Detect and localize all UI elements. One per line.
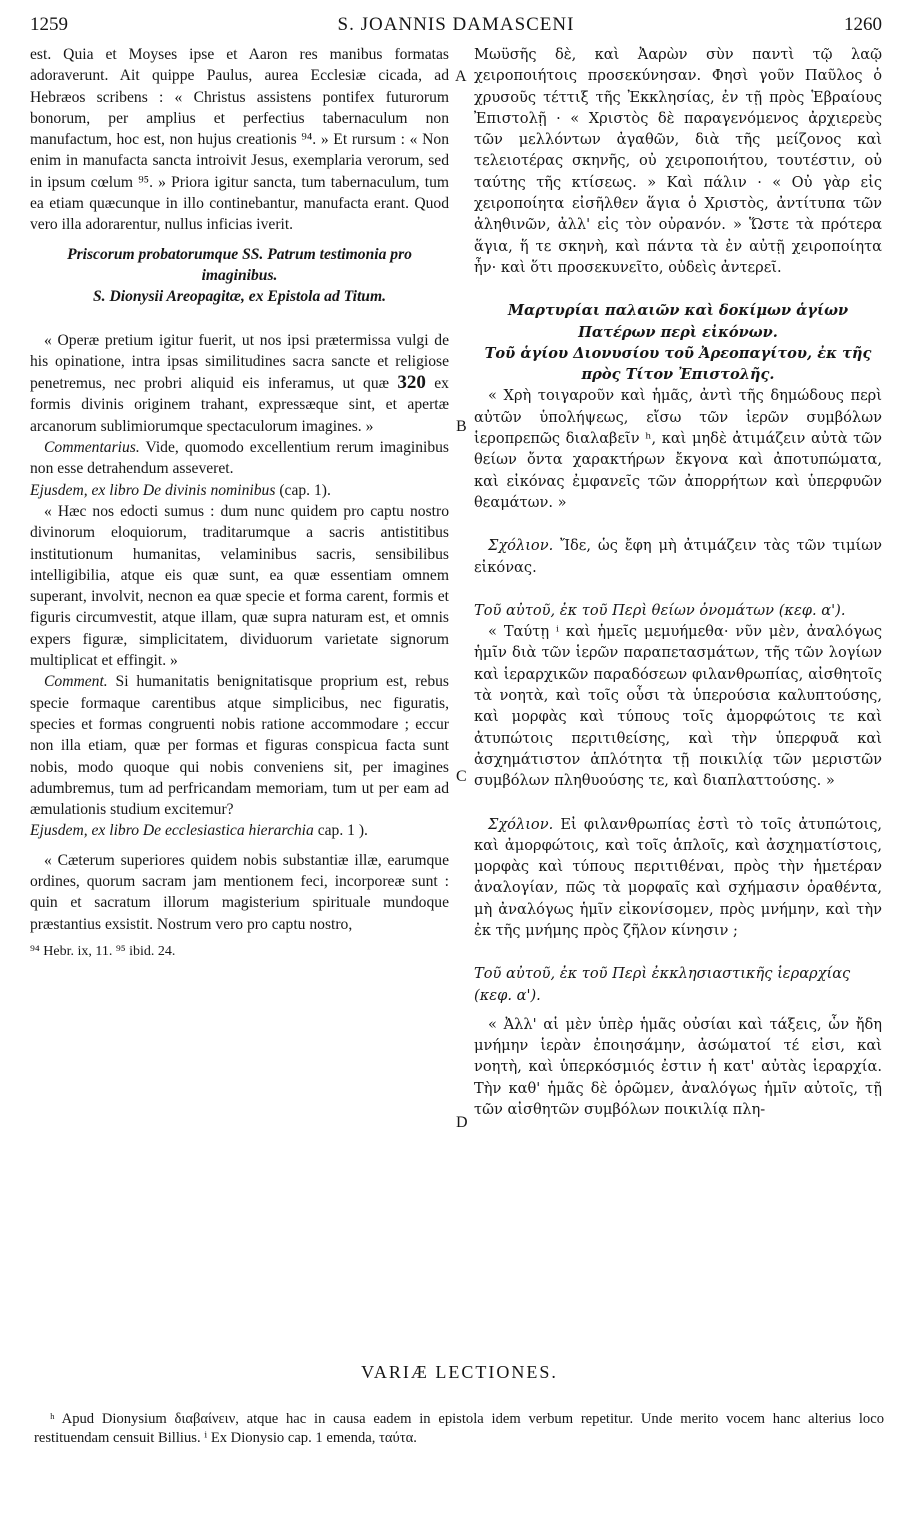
greek-scholion-1 — [474, 535, 882, 578]
latin-column — [30, 44, 449, 962]
greek-paragraph-quotation-titus: « Χρὴ τοιγαροῦν καὶ ἡμᾶς, ἀντὶ τῆς δημώδους περὶ αὐτῶν ὑπολήψεως, εἴσω τῶν ἱερῶν συμβόλων ἱεροπρεπῶς διαλαβεῖν ʰ, καὶ μηδὲ ἀτιμάζειν αὐτὰ τῶν θείων ὄντα χαρακτήρων ἔκγονα καὶ ἀποτυπώματα, καὶ εἰκόνας ἐμφανεῖς τῶν ἀπορρήτων καὶ ὑπερφυῶν θεαμάτων. » — [474, 387, 882, 511]
greek-paragraph-divine-names: « Ταύτῃ ⁱ καὶ ἡμεῖς μεμυήμεθα· νῦν μὲν, ἀναλόγως ἡμῖν διὰ τῶν ἱερῶν παραπετασμάτων, τῆς τῶν λογίων καὶ ἱεραρχικῶν παραδόσεων φιλανθρωπίας, αἰσθητοῖς τὰ νοητὰ, καὶ τοῖς οὖσι τὰ ὑπερούσια καλυπτούσης, καὶ μορφὰς καὶ τύπους τοῖς ἀμορφώτοις τε καὶ ἀτυπώτοις περιτιθείσης, καὶ τὴν ὑπερφυᾶ καὶ ἀσχημάτιστον ἁπλότητα τῇ ποικιλίᾳ τῶν μεριστῶν συμβόλων πληθυούσης τε, καὶ διαπλαττούσης. » — [474, 623, 882, 790]
commentary-text: Vide, quomodo excellentium rerum imaginibus non esse detrahendum asseveret. — [30, 439, 449, 478]
latin-commentary-2 — [30, 671, 449, 820]
greek-heading-divine-names: Τοῦ αὐτοῦ, ἐκ τοῦ Περὶ θείων ὀνομάτων (κεφ. α'). — [474, 601, 846, 619]
latin-commentary-1 — [30, 437, 449, 480]
commentary-text: Si humanitatis benignitatisque proprium est, rebus specie formaque carentibus atque simplicibus, nec figuratis, species et formas congruenti nobis ratione accommodare ; eccur non illa etiam, quæ per formas et figuras conspicua facta sunt nobis, modo quoque qui nobis conveniens sit, per imagines adumbremus, tum ad perfricandam memoriam, tum ut per eam ad æmulationis studium excitemur? — [30, 673, 449, 819]
latin-paragraph-quotation-titus — [30, 330, 449, 437]
scholion-text: Ἴδε, ὡς ἔφη μὴ ἀτιμάζειν τὰς τῶν τιμίων εἰκόνας. — [474, 537, 883, 576]
greek-paragraph-intro: Μωϋσῆς δὲ, καὶ Ἀαρὼν σὺν παντὶ τῷ λαῷ χειροποιήτοις προσεκύνησαν. Φησὶ γοῦν Παῦλος ὁ χρυσοῦς τέττιξ τῆς Ἐκκλησίας, ἐν τῇ πρὸς Ἑβραίους Ἐπιστολῇ · « Χριστὸς δὲ παραγενόμενος ἀρχιερεὺς τῶν μελλόντων ἀγαθῶν, διὰ τῆς μείζονος καὶ τελειοτέρας σκηνῆς, οὐ χειροποιήτου, τουτέστιν, οὐ ταύτης τῆς κτίσεως. » Καὶ πάλιν · « Οὐ γὰρ εἰς χειροποίητα εἰσῆλθεν ἅγια ὁ Χριστὸς, ἀντίτυπα τῶν ἀληθινῶν, ἀλλ' εἰς τὸν οὐρανόν. » Ὥστε τὰ πρότερα ἅγια, ἥ τε σκηνὴ, καὶ πάντα τὰ ἐν αὐτῇ χειροποίητα ἦν· καὶ ὅτι προσεκυνεῖτο, οὐδεὶς ἀντερεῖ. — [474, 46, 882, 276]
section-marker-a: A — [455, 68, 467, 85]
margin-number: 320 — [397, 372, 426, 394]
variae-lectiones-notes — [34, 1410, 884, 1448]
greek-heading-dionysius-titus: Τοῦ ἁγίου Διονυσίου τοῦ Ἀρεοπαγίτου, ἐκ τῆς πρὸς Τίτον Ἐπιστολῆς. — [484, 344, 872, 384]
scholion-text: Εἰ φιλανθρωπίας ἐστὶ τὸ τοῖς ἀτυπώτοις, καὶ ἀμορφώτοις, καὶ τοῖς ἁπλοῖς, καὶ ἀσχηματίστοις, μορφὰς καὶ τύπους περιτιθέναι, πρὸς τὴν ἡμετέραν ἀναλογίαν, πῶς τὰ μορφαῖς καὶ σχήμασιν ὁραθέντα, μὴ ἀναλόγως ἡμῖν εἰκονίσομεν, πρὸς μνήμην, καὶ τὴν ἐκ τῆς μνήμης πρὸς ζῆλον κίνησιν ; — [474, 815, 883, 939]
greek-column — [474, 44, 882, 1120]
greek-scholion-2 — [474, 814, 882, 942]
greek-heading-hierarchy: Τοῦ αὐτοῦ, ἐκ τοῦ Περὶ ἐκκλησιαστικῆς ἱεραρχίας (κεφ. α'). — [474, 965, 851, 1004]
variae-lectiones-title: VARIÆ LECTIONES. — [361, 1362, 558, 1382]
quotation-text-a: « Operæ pretium igitur fuerit, ut nos ipsi prætermissa vulgi de his opinatione, intra ipsas similitudines sacra sancte et religiose penetremus, nec probri aliquid eis inferamus, ut quæ — [30, 331, 449, 393]
scholion-label: Σχόλιον. — [488, 537, 554, 555]
page-header — [30, 14, 882, 40]
page-number-left: 1259 — [30, 14, 68, 35]
scholion-label: Σχόλιον. — [488, 815, 554, 833]
commentary-label: Comment. — [44, 673, 108, 691]
latin-footnotes: ⁹⁴ Hebr. ix, 11. ⁹⁵ ibid. 24. — [30, 943, 176, 959]
latin-heading-testimonia: Priscorum probatorumque SS. Patrum testimonia pro imaginibus. — [67, 245, 412, 284]
latin-heading-divine-names: Ejusdem, ex libro De divinis nominibus (cap. 1). — [30, 481, 331, 499]
section-marker-d: D — [456, 1114, 468, 1131]
commentary-label: Commentarius. — [44, 439, 140, 457]
section-marker-b: B — [456, 418, 467, 435]
greek-heading-testimonia: Μαρτυρίαι παλαιῶν καὶ δοκίμων ἁγίων Πατέρων περὶ εἰκόνων. — [507, 302, 849, 341]
latin-paragraph-hierarchy: « Cæterum superiores quidem nobis substantiæ illæ, earumque ordines, quorum sacram jam mentionem feci, incorporeæ sunt : quin et sacratum illorum magisterium spirituale mundoque præstantius exsistit. Nostrum vero pro captu nostro, — [30, 851, 449, 933]
page-number-right: 1260 — [844, 14, 882, 35]
latin-heading-dionysius-titus: S. Dionysii Areopagitæ, ex Epistola ad Titum. — [93, 288, 386, 306]
section-marker-c: C — [456, 768, 467, 785]
latin-paragraph-intro: est. Quia et Moyses ipse et Aaron res manibus formatas adoraverunt. Ait quippe Paulus, aurea Ecclesiæ cicada, ad Hebræos scribens : « Christus assistens pontifex futurorum bonorum, per amplius et perfectius tabernaculum non manufactum, hoc est, non hujus creationis ⁹⁴. » Et rursum : « Non enim in manufacta sancta introivit Jesus, exemplaria verorum, sed in ipsum cœlum ⁹⁵. » Priora igitur sancta, tum tabernaculum, tum ea etiam quæcunque in illo continebantur, manufacta erant. Quod vero illa adorarentur, nullus inficias iverit. — [30, 46, 449, 234]
running-title: S. JOANNIS DAMASCENI — [337, 14, 575, 35]
greek-paragraph-hierarchy: « Ἀλλ' αἱ μὲν ὑπὲρ ἡμᾶς οὐσίαι καὶ τάξεις, ὧν ἤδη μνήμην ἱερὰν ἐποιησάμην, ἀσώματοί τέ εἰσι, καὶ νοητὴ, καὶ ὑπερκόσμιός ἐστιν ἡ κατ' αὐτὰς ἱεραρχία. Τὴν καθ' ἡμᾶς δὲ ὁρῶμεν, ἀναλόγως ἡμῖν αὐτοῖς, τῇ τῶν αἰσθητῶν συμβόλων ποικιλίᾳ πλη- — [474, 1015, 882, 1119]
quotation-text-b: ex formis divinis originem trahant, expressæque sint, et apertæ arcanorum sublimiorumque spectaculorum imagines. » — [30, 375, 449, 435]
variae-lectiones-text: ʰ Apud Dionysium διαβαίνειν, atque hac in causa eadem in epistola idem verbum repetitur. Unde merito vocem hanc alterius loco restituendam censuit Billius. ⁱ Ex Dionysio cap. 1 emenda, ταύτα. — [34, 1411, 884, 1446]
latin-paragraph-divine-names: « Hæc nos edocti sumus : dum nunc quidem pro captu nostro divinorum eloquiorum, traditarumque a sacris antistitibus institutionum humanitas, velaminibus sacris, sensibilibus intelligibilia, atque eis quæ sunt, ea quæ essentiam omnem superant, involvit, necnon ea quæ specie et forma carent, formis et figuris circumvestit, atque illam, quæ supra naturam est, et omnis expers figuræ, simplicitatem, dividuorum varietate signorum multiplicat et effingit. » — [30, 502, 449, 670]
latin-heading-hierarchy: Ejusdem, ex libro De ecclesiastica hierarchia cap. 1 ). — [30, 822, 368, 840]
